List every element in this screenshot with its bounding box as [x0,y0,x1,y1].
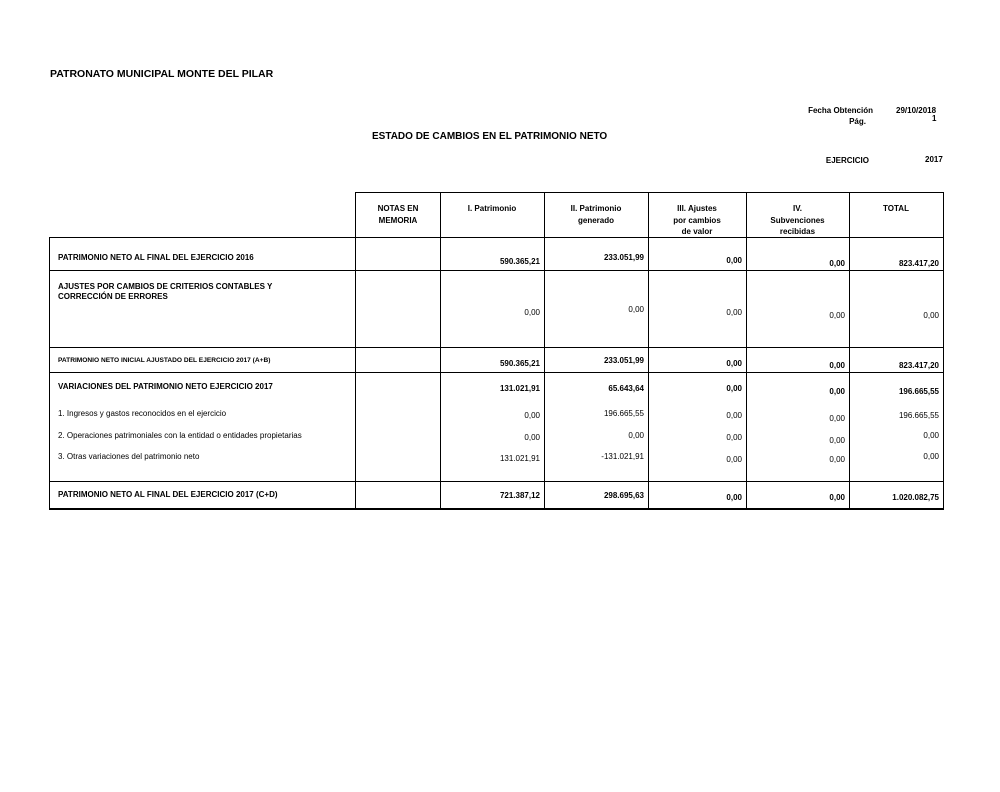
row-divider [49,347,944,348]
cell-subvenciones: 0,00 [829,387,845,396]
cell-subvenciones: 0,00 [829,361,845,370]
column-divider [355,192,356,510]
fecha-label: Fecha Obtención [808,106,873,115]
table-border-bottom [49,508,944,510]
cell-total: 196.665,55 [898,411,939,420]
cell-patrimonio: 590.365,21 [499,359,540,368]
cell-total: 0,00 [923,431,939,440]
cell-patrimonio: 131.021,91 [499,454,540,463]
cell-subvenciones: 0,00 [829,259,845,268]
cell-subvenciones: 0,00 [829,493,845,502]
table-border-right [943,192,944,510]
cell-patrimonio: 0,00 [524,411,540,420]
ejercicio-label: EJERCICIO [825,156,869,165]
cell-subvenciones: 0,00 [829,436,845,445]
cell-ajustes: 0,00 [726,411,742,420]
row-label: VARIACIONES DEL PATRIMONIO NETO EJERCICIO 2017 [58,382,273,391]
fecha-value: 29/10/2018 [896,106,937,115]
row-divider [49,481,944,482]
report-title: ESTADO DE CAMBIOS EN EL PATRIMONIO NETO [372,131,608,142]
column-header-patrimonio-generado: II. Patrimonio generado [570,204,622,225]
row-label: 2. Operaciones patrimoniales con la entidad o entidades propietarias [58,431,302,440]
cell-subvenciones: 0,00 [829,311,845,320]
cell-patrimonio: 590.365,21 [499,257,540,266]
column-header-subvenciones: IV. Subvenciones recibidas [770,204,825,236]
column-header-total: TOTAL [883,204,909,213]
column-divider [746,192,747,510]
pag-label: Pág. [849,117,866,126]
cell-generado: 233.051,99 [603,253,644,262]
column-divider [440,192,441,510]
cell-total: 1.020.082,75 [892,493,939,502]
column-divider [648,192,649,510]
cell-patrimonio: 131.021,91 [499,384,540,393]
cell-generado: 0,00 [628,305,644,314]
cell-generado: -131.021,91 [601,452,644,461]
cell-ajustes: 0,00 [726,256,742,265]
cell-total: 823.417,20 [898,259,939,268]
column-header-patrimonio: I. Patrimonio [467,204,517,213]
pag-value: 1 [932,114,937,123]
cell-subvenciones: 0,00 [829,455,845,464]
cell-ajustes: 0,00 [726,359,742,368]
cell-ajustes: 0,00 [726,455,742,464]
cell-total: 0,00 [923,311,939,320]
row-label: PATRIMONIO NETO AL FINAL DEL EJERCICIO 2016 [58,253,254,262]
table-border-top [355,192,944,193]
cell-generado: 196.665,55 [603,409,644,418]
row-label: 3. Otras variaciones del patrimonio neto [58,452,200,461]
cell-patrimonio: 0,00 [524,308,540,317]
row-label: AJUSTES POR CAMBIOS DE CRITERIOS CONTABLES Y CORRECCIÓN DE ERRORES [58,282,273,301]
column-divider [544,192,545,510]
cell-ajustes: 0,00 [726,384,742,393]
organization-name: PATRONATO MUNICIPAL MONTE DEL PILAR [50,68,274,80]
row-label: PATRIMONIO NETO INICIAL AJUSTADO DEL EJERCICIO 2017 (A+B) [58,357,271,364]
cell-generado: 0,00 [628,431,644,440]
cell-patrimonio: 721.387,12 [499,491,540,500]
row-label: 1. Ingresos y gastos reconocidos en el ejercicio [58,409,227,418]
ejercicio-value: 2017 [925,155,943,164]
column-header-notas: NOTAS EN MEMORIA [377,204,419,225]
cell-generado: 233.051,99 [603,356,644,365]
column-divider [849,192,850,510]
cell-generado: 65.643,64 [608,384,644,393]
row-label: PATRIMONIO NETO AL FINAL DEL EJERCICIO 2017 (C+D) [58,490,278,499]
column-header-ajustes: III. Ajustes por cambios de valor [673,204,721,236]
cell-total: 196.665,55 [898,387,939,396]
cell-total: 823.417,20 [898,361,939,370]
cell-patrimonio: 0,00 [524,433,540,442]
cell-subvenciones: 0,00 [829,414,845,423]
cell-ajustes: 0,00 [726,433,742,442]
cell-generado: 298.695,63 [603,491,644,500]
table-border-left [49,237,50,509]
row-divider [49,372,944,373]
cell-ajustes: 0,00 [726,308,742,317]
row-divider [49,270,944,271]
cell-ajustes: 0,00 [726,493,742,502]
cell-total: 0,00 [923,452,939,461]
